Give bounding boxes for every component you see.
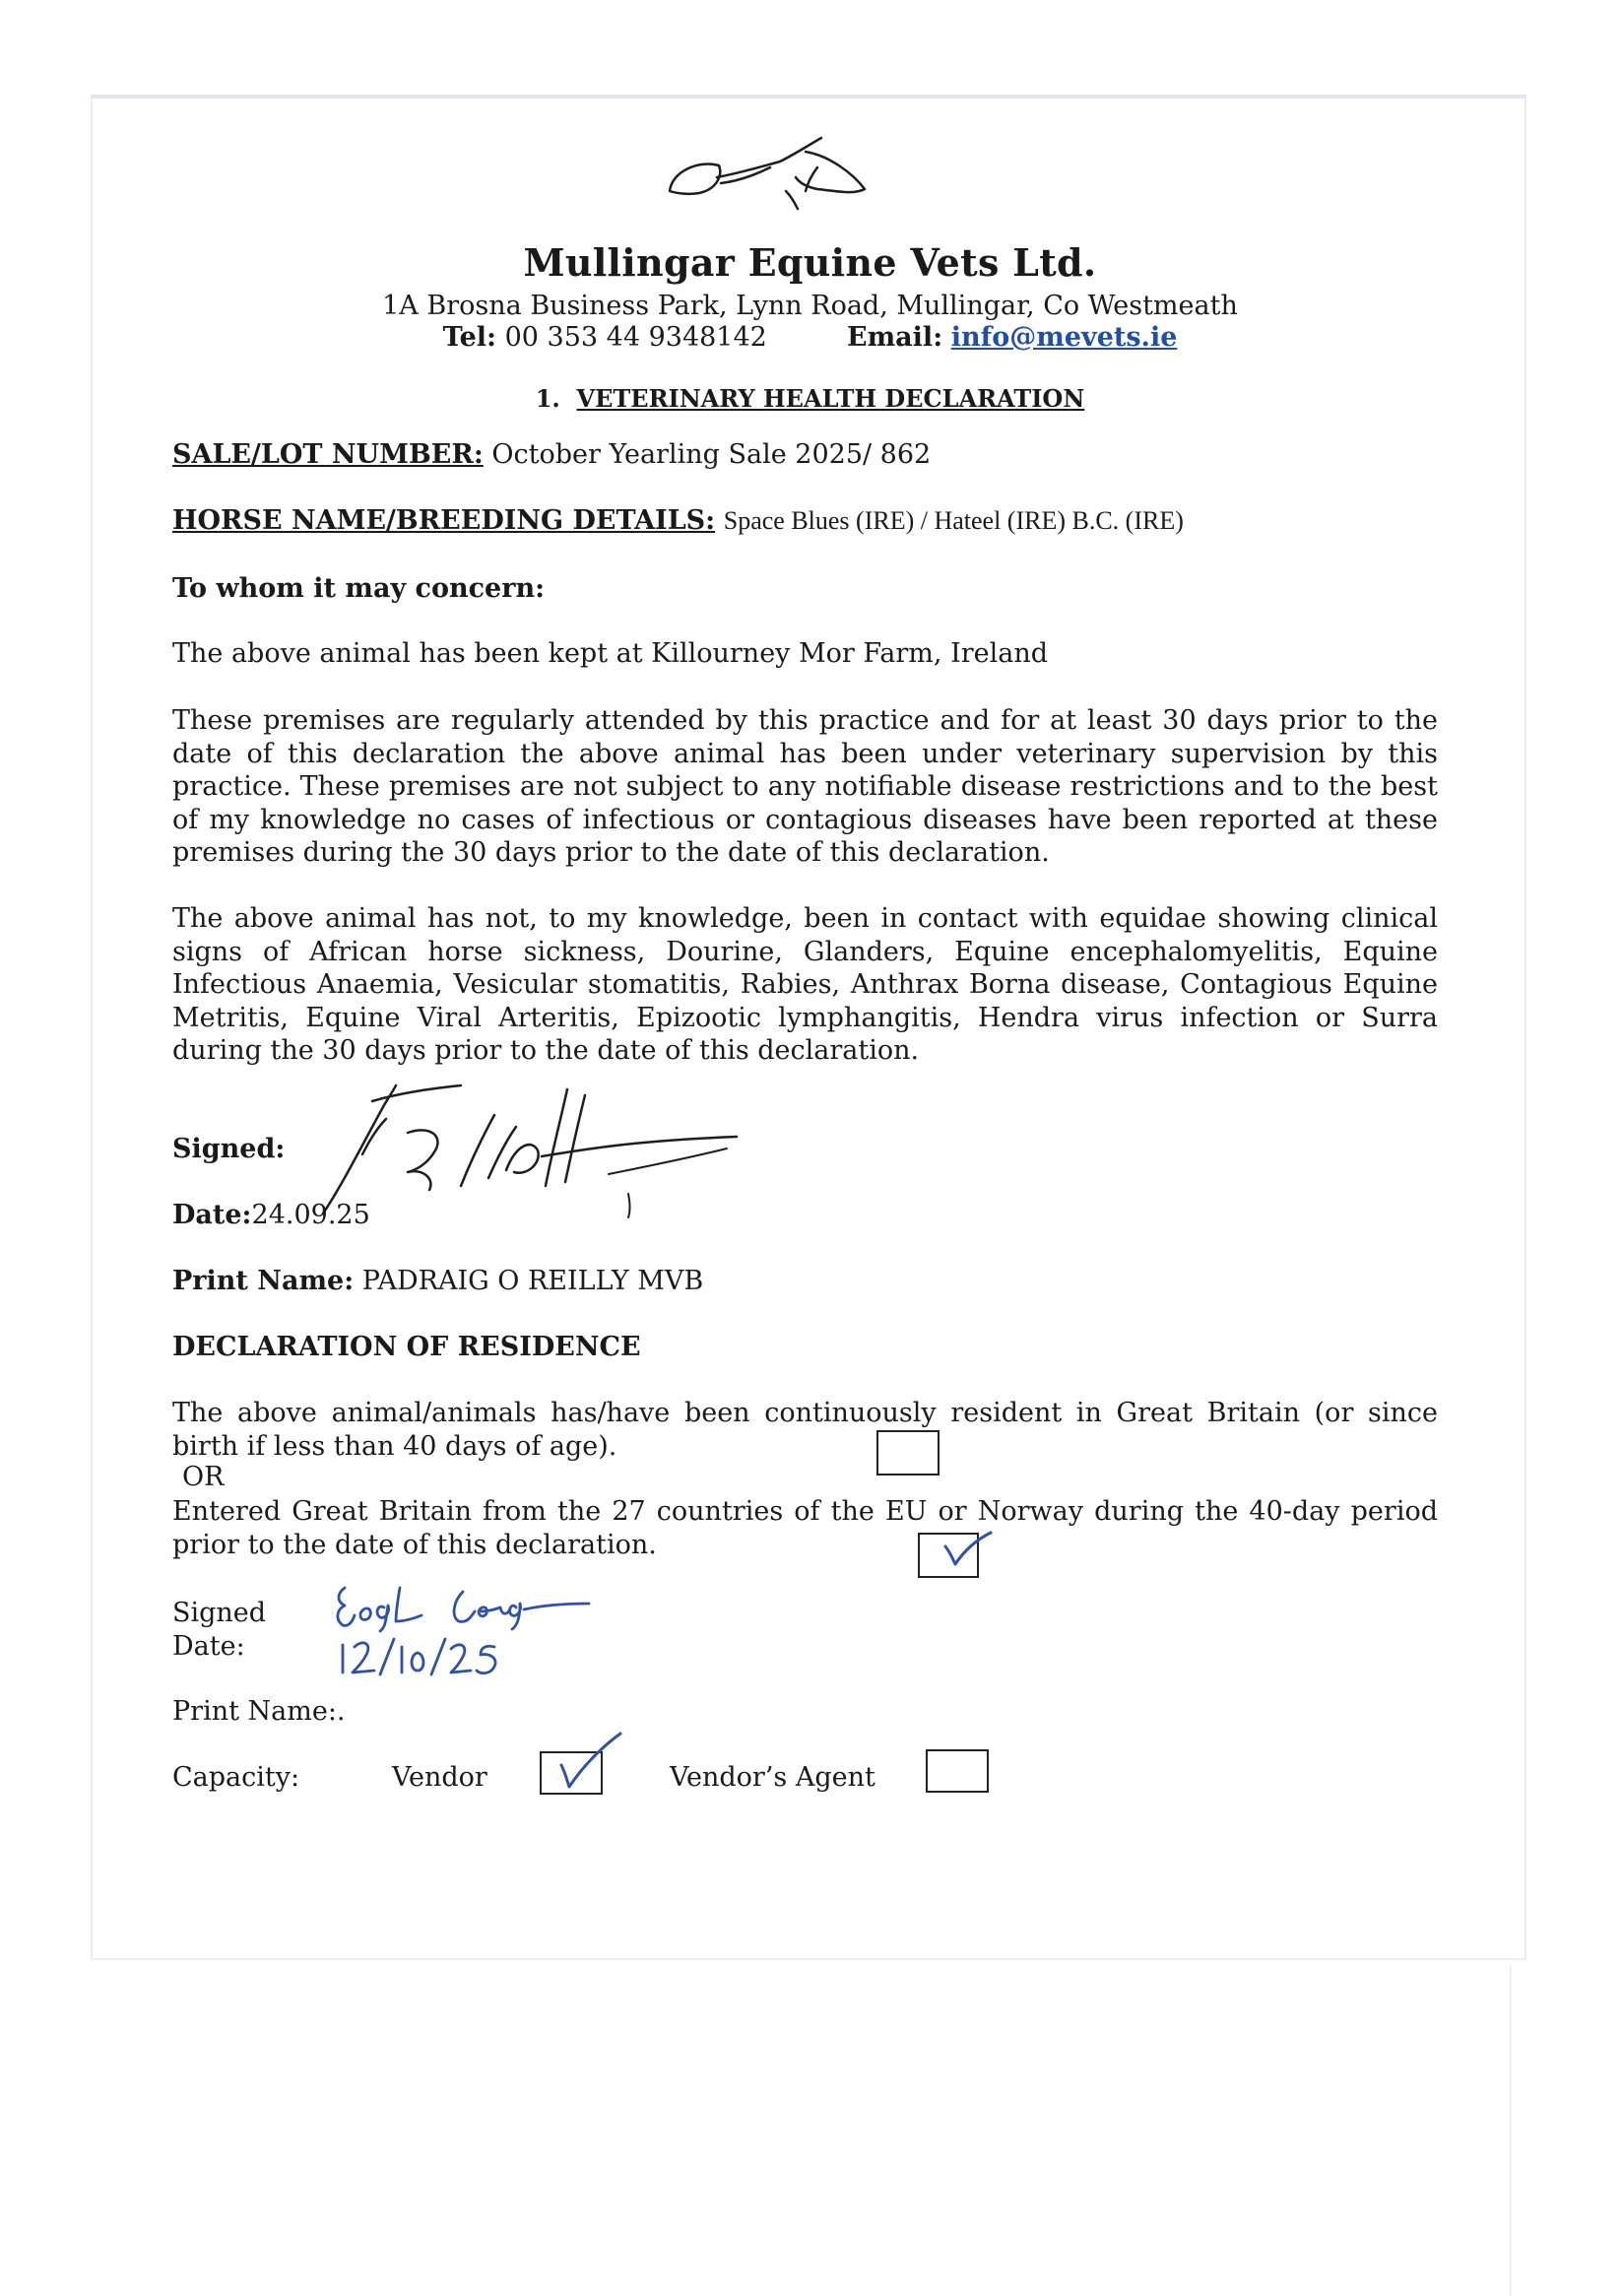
sale-lot-label: SALE/LOT NUMBER:: [172, 439, 484, 470]
salutation: To whom it may concern:: [172, 573, 546, 604]
email-label: Email:: [847, 322, 943, 353]
agent-label: Vendor’s Agent: [670, 1762, 875, 1793]
section-title: [0, 384, 1620, 413]
handwritten-date-icon: [333, 1633, 510, 1682]
sale-lot-value: October Yearling Sale 2025/ 862: [491, 439, 932, 470]
tel-value: 00 353 44 9348142: [504, 322, 767, 353]
kept-at-text: The above animal has been kept at Killourney Mor Farm, Ireland: [172, 638, 1049, 669]
vet-signature-icon: [313, 1076, 746, 1223]
contact-paragraph: The above animal has not, to my knowledge, been in contact with equidae showing clinical signs of African horse sickness, Dourine, Glanders, Equine encephalomyelitis, Equine Infectious Anaemia, Vesicular stomatitis, Rabies, Anthrax Borna disease, Contagious Equine Metritis, Equine Viral Arteritis, Epizootic lymphangitis, Hendra virus infection or Surra during the 30 days prior to the date of this declaration.: [172, 903, 1438, 1066]
residence-option1: The above animal/animals has/have been continuously resident in Great Britain (or since birth if less than 40 days of age).: [172, 1398, 1438, 1462]
agent-checkbox[interactable]: [926, 1749, 989, 1793]
capacity-label: Capacity:: [172, 1762, 300, 1793]
or-text: OR: [182, 1462, 225, 1492]
residence-date-label: Date:: [172, 1631, 245, 1662]
sale-lot-row: [172, 439, 931, 470]
vet-print-name-label: Print Name:: [172, 1266, 355, 1296]
vet-date-row: [172, 1200, 370, 1230]
section-title-text: VETERINARY HEALTH DECLARATION: [576, 384, 1085, 413]
horse-details-label: HORSE NAME/BREEDING DETAILS:: [172, 505, 716, 536]
supervision-paragraph: These premises are regularly attended by this practice and for at least 30 days prior to the date of this declaration the above animal has been under veterinary supervision by this practice. These premises are not subject to any notifiable disease restrictions and to the best of my knowledge no cases of infectious or contagious diseases have been reported at these premises during the 30 days prior to the date of this declaration.: [172, 705, 1438, 868]
contact-line: [0, 322, 1620, 353]
vet-date-label: Date:: [172, 1200, 252, 1230]
residence-signed-label: Signed: [172, 1598, 267, 1628]
vet-date-value: 24.09.25: [251, 1200, 370, 1230]
company-name: Mullingar Equine Vets Ltd.: [523, 240, 1097, 285]
vendor-checkmark-icon: [553, 1730, 626, 1793]
vet-print-name-row: [172, 1266, 703, 1296]
horse-head-logo-icon: [660, 132, 916, 221]
horse-details-value: Space Blues (IRE) / Hateel (IRE) B.C. (IRE): [723, 506, 1184, 535]
residence-option2: Entered Great Britain from the 27 countries of the EU or Norway during the 40-day period prior to the date of this declaration.: [172, 1496, 1438, 1560]
section-number: 1.: [535, 384, 560, 413]
scan-edge: [1510, 1965, 1512, 2296]
vendor-label: Vendor: [392, 1762, 487, 1793]
vet-print-name-value: PADRAIG O REILLY MVB: [361, 1266, 704, 1296]
vendor-signature-icon: [331, 1582, 597, 1633]
residence-title: DECLARATION OF RESIDENCE: [172, 1332, 641, 1362]
company-address: 1A Brosna Business Park, Lynn Road, Mullingar, Co Westmeath: [382, 291, 1238, 321]
email-link[interactable]: info@mevets.ie: [950, 322, 1178, 353]
horse-details-row: [172, 505, 1184, 536]
vet-signed-label: Signed:: [172, 1134, 286, 1164]
residence-option1-checkbox[interactable]: [876, 1430, 940, 1476]
residence-print-name-label: Print Name:.: [172, 1696, 346, 1727]
checkmark-icon: [936, 1529, 995, 1574]
tel-label: Tel:: [442, 322, 496, 353]
